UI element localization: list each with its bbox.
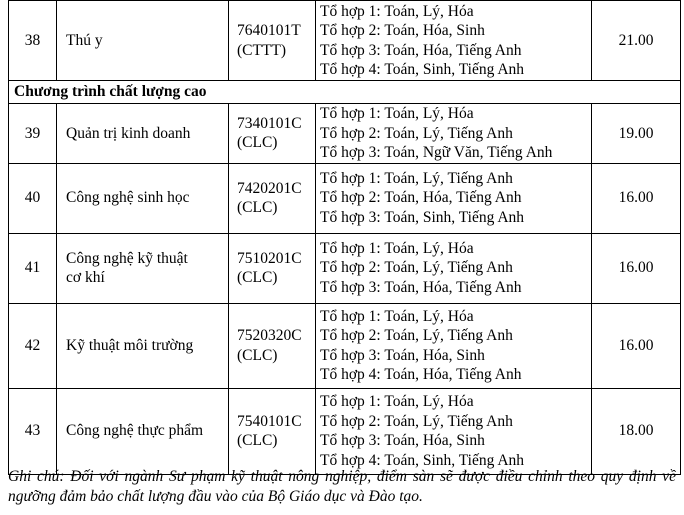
admission-scores-table	[8, 0, 681, 475]
cutoff-score: 21.00	[592, 1, 681, 81]
combination-item: Tổ hợp 3: Toán, Hóa, Tiếng Anh	[320, 278, 522, 296]
combination-item: Tổ hợp 1: Toán, Lý, Hóa	[320, 239, 474, 257]
row-number: 43	[9, 388, 57, 474]
combination-item: Tổ hợp 4: Toán, Hóa, Tiếng Anh	[320, 366, 522, 383]
combination-item: Tổ hợp 3: Toán, Hóa, Sinh	[320, 346, 485, 364]
major-name: Công nghệ thực phẩm	[57, 388, 229, 474]
major-name: Thú y	[57, 1, 229, 81]
major-code: 7520320C (CLC)	[229, 303, 316, 388]
table-row	[9, 1, 681, 81]
row-number: 42	[9, 303, 57, 388]
cutoff-score: 18.00	[592, 388, 681, 474]
combination-item: Tổ hợp 3: Toán, Hóa, Sinh	[320, 432, 485, 449]
subject-combinations	[316, 104, 592, 164]
combination-item: Tổ hợp 2: Toán, Lý, Tiếng Anh	[320, 327, 513, 344]
section-row	[9, 81, 681, 104]
combination-item: Tổ hợp 2: Toán, Hóa, Tiếng Anh	[320, 189, 522, 207]
subject-combinations	[316, 1, 592, 81]
combination-item: Tổ hợp 2: Toán, Lý, Tiếng Anh	[320, 124, 513, 142]
major-code: 7510201C (CLC)	[229, 233, 316, 303]
section-body	[9, 81, 681, 104]
section-title: Chương trình chất lượng cao	[9, 81, 681, 104]
table-row	[9, 388, 681, 474]
major-code: 7640101T (CTTT)	[229, 1, 316, 81]
major-name: Công nghệ kỹ thuật cơ khí	[57, 233, 229, 303]
cutoff-score: 16.00	[592, 303, 681, 388]
subject-combinations	[316, 303, 592, 388]
table-row	[9, 303, 681, 388]
subject-combinations	[316, 233, 592, 303]
combination-item: Tổ hợp 2: Toán, Lý, Tiếng Anh	[320, 412, 513, 430]
combination-item: Tổ hợp 1: Toán, Lý, Tiếng Anh	[320, 169, 513, 187]
row-number: 41	[9, 233, 57, 303]
major-name: Kỹ thuật môi trường	[57, 303, 229, 388]
combination-item: Tổ hợp 1: Toán, Lý, Hóa	[320, 105, 474, 122]
major-name: Công nghệ sinh học	[57, 163, 229, 233]
major-code: 7340101C (CLC)	[229, 104, 316, 164]
cutoff-score: 16.00	[592, 163, 681, 233]
table-row	[9, 163, 681, 233]
combination-item: Tổ hợp 3: Toán, Hóa, Tiếng Anh	[320, 41, 522, 59]
combination-item: Tổ hợp 4: Toán, Sinh, Tiếng Anh	[320, 451, 525, 469]
combination-item: Tổ hợp 3: Toán, Ngữ Văn, Tiếng Anh	[320, 144, 553, 161]
row-number: 40	[9, 163, 57, 233]
table-row	[9, 104, 681, 164]
combination-item: Tổ hợp 1: Toán, Lý, Hóa	[320, 393, 474, 410]
combination-item: Tổ hợp 1: Toán, Lý, Hóa	[320, 307, 474, 325]
cutoff-score: 16.00	[592, 233, 681, 303]
major-code: 7420201C (CLC)	[229, 163, 316, 233]
row-number: 39	[9, 104, 57, 164]
subject-combinations	[316, 388, 592, 474]
table-body-after	[9, 104, 681, 475]
table-body-before	[9, 1, 681, 81]
row-number: 38	[9, 1, 57, 81]
combination-item: Tổ hợp 1: Toán, Lý, Hóa	[320, 2, 474, 20]
major-name: Quản trị kinh doanh	[57, 104, 229, 164]
combination-item: Tổ hợp 2: Toán, Lý, Tiếng Anh	[320, 259, 513, 277]
major-code: 7540101C (CLC)	[229, 388, 316, 474]
combination-item: Tổ hợp 2: Toán, Hóa, Sinh	[320, 22, 485, 39]
subject-combinations	[316, 163, 592, 233]
cutoff-score: 19.00	[592, 104, 681, 164]
combination-item: Tổ hợp 3: Toán, Sinh, Tiếng Anh	[320, 208, 525, 226]
combination-item: Tổ hợp 4: Toán, Sinh, Tiếng Anh	[320, 61, 525, 78]
table-row	[9, 233, 681, 303]
footnote: Ghi chú: Đối với ngành Sư phạm kỹ thuật nông nghiệp, điểm sàn sẽ được điều chỉnh theo quy định về ngưỡng đảm bảo chất lượng đầu vào của Bộ Giáo dục và Đào tạo.	[8, 468, 676, 505]
